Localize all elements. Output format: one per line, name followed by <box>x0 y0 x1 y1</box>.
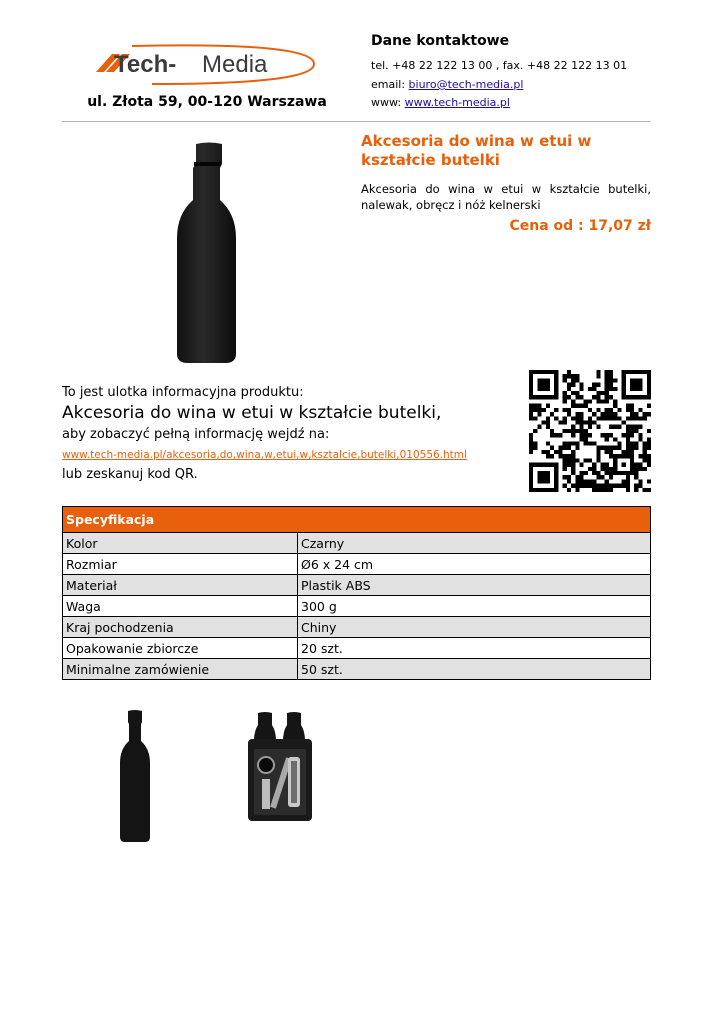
table-row <box>63 659 651 680</box>
info-intro: To jest ulotka informacyjna produktu: <box>62 385 304 400</box>
email-label: email: <box>371 78 406 91</box>
spec-value: Chiny <box>298 617 651 638</box>
company-logo <box>92 40 320 86</box>
www-link[interactable]: www.tech-media.pl <box>404 96 510 109</box>
contact-www <box>371 96 510 109</box>
spec-label: Kolor <box>63 533 298 554</box>
spec-value: 20 szt. <box>298 638 651 659</box>
spec-table <box>62 506 651 680</box>
spec-label: Minimalne zamówienie <box>63 659 298 680</box>
table-row <box>63 533 651 554</box>
spec-label: Materiał <box>63 575 298 596</box>
table-row <box>63 596 651 617</box>
spec-label: Waga <box>63 596 298 617</box>
spec-value: 50 szt. <box>298 659 651 680</box>
info-scan: lub zeskanuj kod QR. <box>62 467 198 482</box>
company-address: ul. Złota 59, 00-120 Warszawa <box>87 94 327 110</box>
qr-code[interactable] <box>529 370 651 492</box>
header-divider <box>62 121 651 122</box>
product-link[interactable]: www.tech-media.pl/akcesoria,do,wina,w,etui,w,ksztalcie,butelki,010556.html <box>62 449 467 461</box>
info-visit: aby zobaczyć pełną informację wejdź na: <box>62 427 330 442</box>
product-description: Akcesoria do wina w etui w kształcie butelki, nalewak, obręcz i nóż kelnerski <box>361 182 651 212</box>
product-title: Akcesoria do wina w etui w kształcie butelki <box>361 132 592 169</box>
spec-label: Kraj pochodzenia <box>63 617 298 638</box>
logo-text-left: Tech- <box>114 51 177 78</box>
spec-value: Ø6 x 24 cm <box>298 554 651 575</box>
spec-value: Plastik ABS <box>298 575 651 596</box>
logo-text-right: Media <box>202 51 268 78</box>
table-row <box>63 617 651 638</box>
bottle-photo <box>92 138 322 370</box>
spec-value: Czarny <box>298 533 651 554</box>
contact-email <box>371 78 523 91</box>
table-row <box>63 575 651 596</box>
spec-title: Specyfikacja <box>63 507 651 533</box>
spec-value: 300 g <box>298 596 651 617</box>
email-link[interactable]: biuro@tech-media.pl <box>408 78 524 91</box>
bottle-thumbnail[interactable] <box>92 705 182 845</box>
open-case-thumbnail[interactable] <box>232 705 342 830</box>
contact-phone: tel. +48 22 122 13 00 , fax. +48 22 122 13 01 <box>371 59 628 72</box>
www-label: www: <box>371 96 402 109</box>
product-price: Cena od : 17,07 zł <box>509 218 651 234</box>
info-product-name: Akcesoria do wina w etui w kształcie butelki, <box>62 403 442 423</box>
spec-label: Opakowanie zbiorcze <box>63 638 298 659</box>
spec-label: Rozmiar <box>63 554 298 575</box>
table-row <box>63 554 651 575</box>
contact-title: Dane kontaktowe <box>371 33 510 49</box>
table-row <box>63 638 651 659</box>
